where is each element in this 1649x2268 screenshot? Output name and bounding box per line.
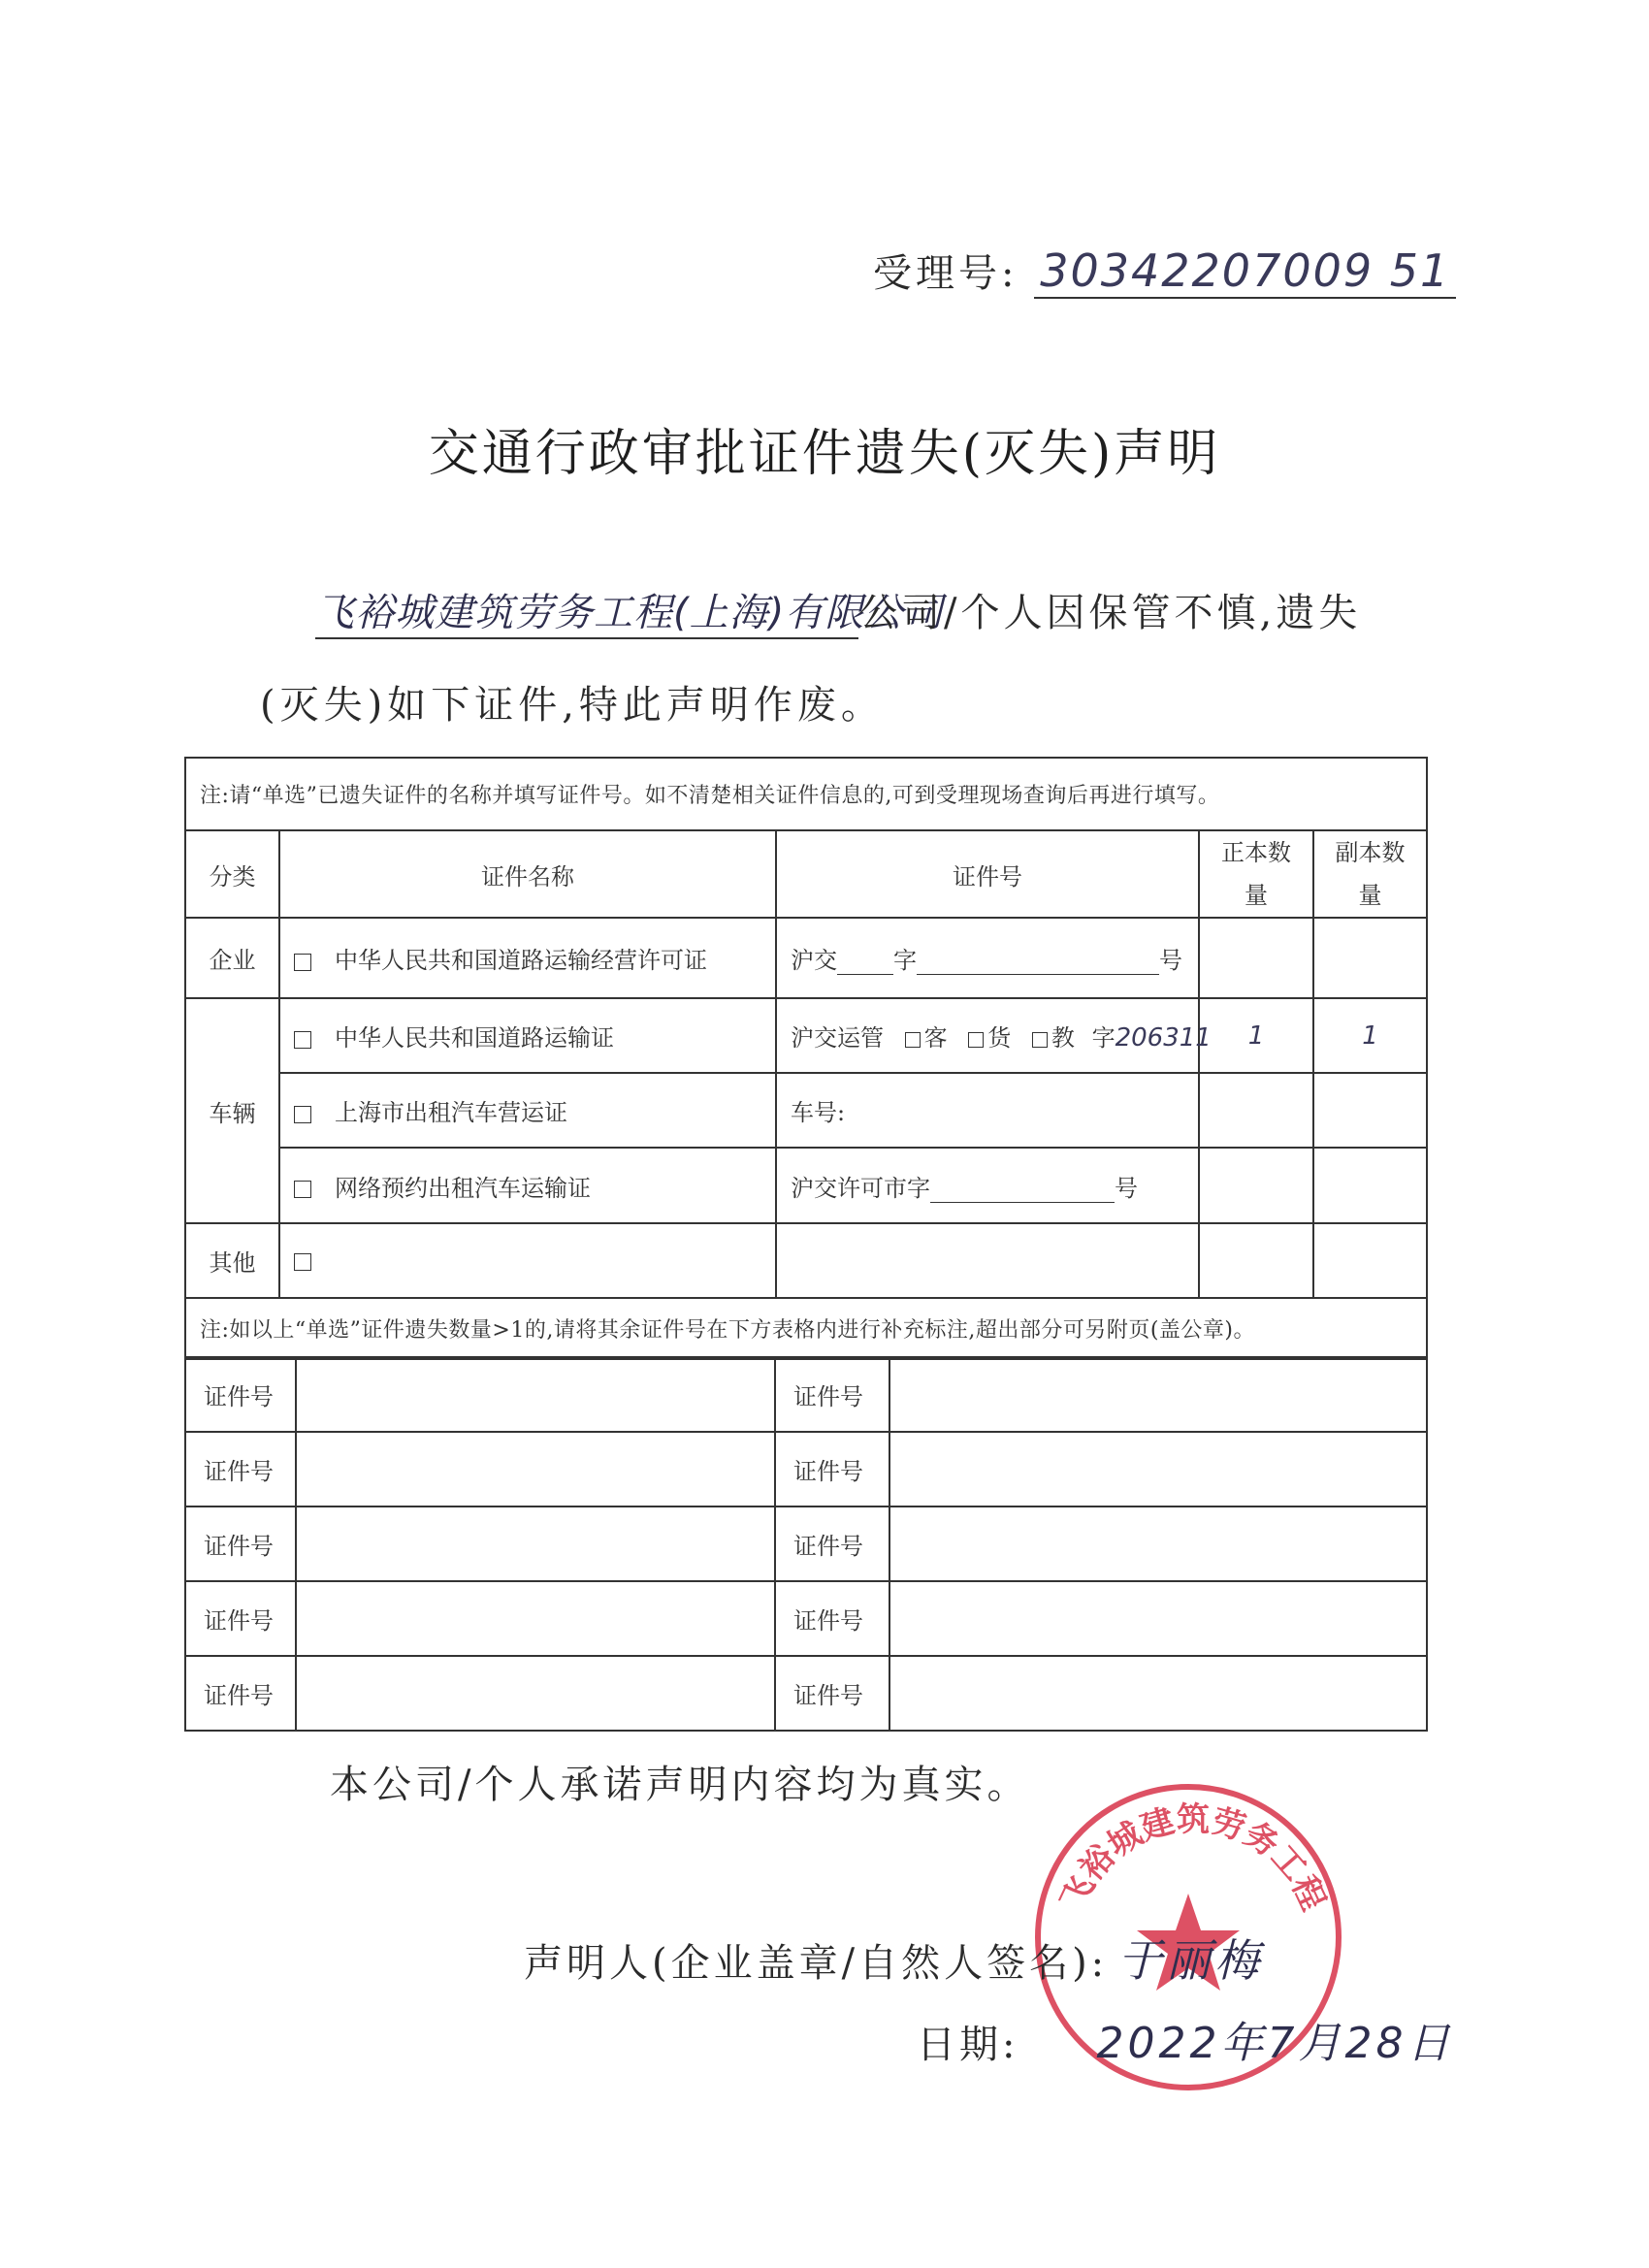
cert-name-operating-license: 中华人民共和国道路运输经营许可证 [335, 947, 707, 974]
declarant-line [524, 1926, 1263, 1990]
supplementary-row [185, 1432, 1427, 1507]
cert-no-entry[interactable] [296, 1507, 775, 1581]
option-passenger: 客 [923, 1024, 948, 1052]
date-label: 日期: [917, 2023, 1019, 2067]
header-cert-no: 证件号 [776, 830, 1199, 918]
blank-field [930, 1202, 1115, 1203]
row-enterprise [185, 918, 1427, 998]
cert-name-transport-cert: 中华人民共和国道路运输证 [335, 1024, 614, 1052]
cert-no-label: 证件号 [185, 1432, 296, 1507]
table-note-top: 注:请“单选”已遗失证件的名称并填写证件号。如不清楚相关证件信息的,可到受理现场查询后再进行填写。 [185, 758, 1427, 830]
cert-no-label: 证件号 [185, 1656, 296, 1731]
blank-field [837, 974, 893, 975]
receipt-label: 受理号: [873, 251, 1018, 296]
cert-no-cell [776, 1073, 1199, 1148]
cert-no-entry[interactable] [889, 1357, 1427, 1432]
checkbox-transport-cert[interactable] [294, 1031, 311, 1049]
cert-name-cell [279, 1223, 776, 1298]
cert-no-cell [776, 918, 1199, 998]
cert-name-cell [279, 918, 776, 998]
checkbox-ridehail-cert[interactable] [294, 1181, 311, 1198]
orig-qty-cell [1199, 1148, 1313, 1223]
checkbox-taxi-cert[interactable] [294, 1106, 311, 1123]
document-title: 交通行政审批证件遗失(灭失)声明 [428, 425, 1221, 483]
cert-no-entry[interactable] [889, 1432, 1427, 1507]
cert-no-label: 证件号 [185, 1357, 296, 1432]
cert-no-entry[interactable] [296, 1581, 775, 1656]
cert-no-entry[interactable] [889, 1507, 1427, 1581]
copy-qty-cell [1313, 1073, 1427, 1148]
category-vehicle: 车辆 [185, 998, 279, 1223]
row-other [185, 1223, 1427, 1298]
header-original-qty: 正本数量 [1199, 830, 1313, 918]
cert-no-prefix: 沪交 [791, 947, 837, 974]
intro-line-2: (灭失)如下证件,特此声明作废。 [260, 683, 885, 728]
cert-no-entry[interactable] [889, 1656, 1427, 1731]
option-teach: 教 [1051, 1024, 1075, 1052]
row-transport-cert [185, 998, 1427, 1073]
copy-qty-handwritten: 1 [1313, 998, 1427, 1073]
copy-qty-cell [1313, 918, 1427, 998]
cert-no-label: 证件号 [185, 1507, 296, 1581]
promise-statement: 本公司/个人承诺声明内容均为真实。 [330, 1763, 1030, 1807]
cert-no-suffix: 号 [1159, 947, 1182, 974]
orig-qty-cell [1199, 918, 1313, 998]
header-category: 分类 [185, 830, 279, 918]
row-taxi-cert [185, 1073, 1427, 1148]
header-cert-name: 证件名称 [279, 830, 776, 918]
cert-no-label: 证件号 [775, 1507, 889, 1581]
cert-name-cell [279, 998, 776, 1073]
receipt-number-handwritten: 30342207009 51 [1034, 244, 1456, 299]
cert-no-entry[interactable] [889, 1581, 1427, 1656]
date-handwritten: 2022年7月28日 [1096, 2019, 1454, 2068]
cert-no-label: 证件号 [185, 1581, 296, 1656]
cert-name-ridehail-cert: 网络预约出租汽车运输证 [335, 1174, 591, 1202]
company-name-handwritten: 飞裕城建筑劳务工程(上海)有限公司 [315, 582, 858, 639]
cert-no-entry[interactable] [296, 1357, 775, 1432]
intro-line-1-text: 公司/个人因保管不慎,遗失 [858, 591, 1362, 635]
cert-no-cell [776, 1223, 1199, 1298]
checkbox-teach[interactable] [1032, 1032, 1048, 1048]
header-copy-qty: 副本数量 [1313, 830, 1427, 918]
cert-no-entry[interactable] [296, 1432, 775, 1507]
cert-no-prefix: 沪交运管 [791, 1024, 884, 1052]
cert-no-prefix: 沪交许可市字 [791, 1174, 930, 1202]
cert-name-cell [279, 1148, 776, 1223]
supplementary-row [185, 1581, 1427, 1656]
cert-no-entry[interactable] [296, 1656, 775, 1731]
cert-name-cell [279, 1073, 776, 1148]
cert-no-cell [776, 998, 1212, 1073]
category-other: 其他 [185, 1223, 279, 1298]
signature-handwritten: 于丽梅 [1117, 1934, 1264, 1987]
cert-no-label: 证件号 [775, 1656, 889, 1731]
category-enterprise: 企业 [185, 918, 279, 998]
seal-text-path: 飞裕城建筑劳务工程 [1052, 1800, 1334, 1917]
cert-no-cell [776, 1148, 1199, 1223]
supplementary-table [184, 1356, 1428, 1732]
supplementary-row [185, 1507, 1427, 1581]
cert-no-mid: 字 [893, 947, 917, 974]
table-note-bottom: 注:如以上“单选”证件遗失数量>1的,请将其余证件号在下方表格内进行补充标注,超出部分可另附页(盖公章)。 [185, 1298, 1427, 1359]
car-no-label: 车号: [791, 1099, 846, 1126]
orig-qty-cell [1199, 1073, 1313, 1148]
option-cargo: 货 [987, 1024, 1012, 1052]
orig-qty-handwritten: 1 [1199, 998, 1313, 1073]
intro-line-1 [315, 582, 1361, 639]
checkbox-other[interactable] [294, 1253, 311, 1271]
transport-no-handwritten: 206311 [1115, 1023, 1212, 1053]
orig-qty-cell [1199, 1223, 1313, 1298]
copy-qty-cell [1313, 1223, 1427, 1298]
cert-no-label: 证件号 [775, 1432, 889, 1507]
row-ridehail-cert [185, 1148, 1427, 1223]
receipt-number [873, 243, 1456, 299]
cert-no-suffix: 号 [1115, 1174, 1138, 1202]
cert-no-label: 证件号 [775, 1581, 889, 1656]
checkbox-passenger[interactable] [905, 1032, 921, 1048]
cert-no-mid: 字 [1091, 1024, 1116, 1052]
cert-no-label: 证件号 [775, 1357, 889, 1432]
supplementary-row [185, 1656, 1427, 1731]
copy-qty-cell [1313, 1148, 1427, 1223]
checkbox-operating-license[interactable] [294, 954, 311, 971]
cert-name-taxi-cert: 上海市出租汽车营运证 [335, 1099, 567, 1126]
certificate-table [184, 757, 1428, 1360]
declarant-label: 声明人(企业盖章/自然人签名): [524, 1941, 1109, 1986]
supplementary-row [185, 1357, 1427, 1432]
checkbox-cargo[interactable] [968, 1032, 984, 1048]
date-line [917, 2008, 1453, 2070]
blank-field [917, 974, 1159, 975]
